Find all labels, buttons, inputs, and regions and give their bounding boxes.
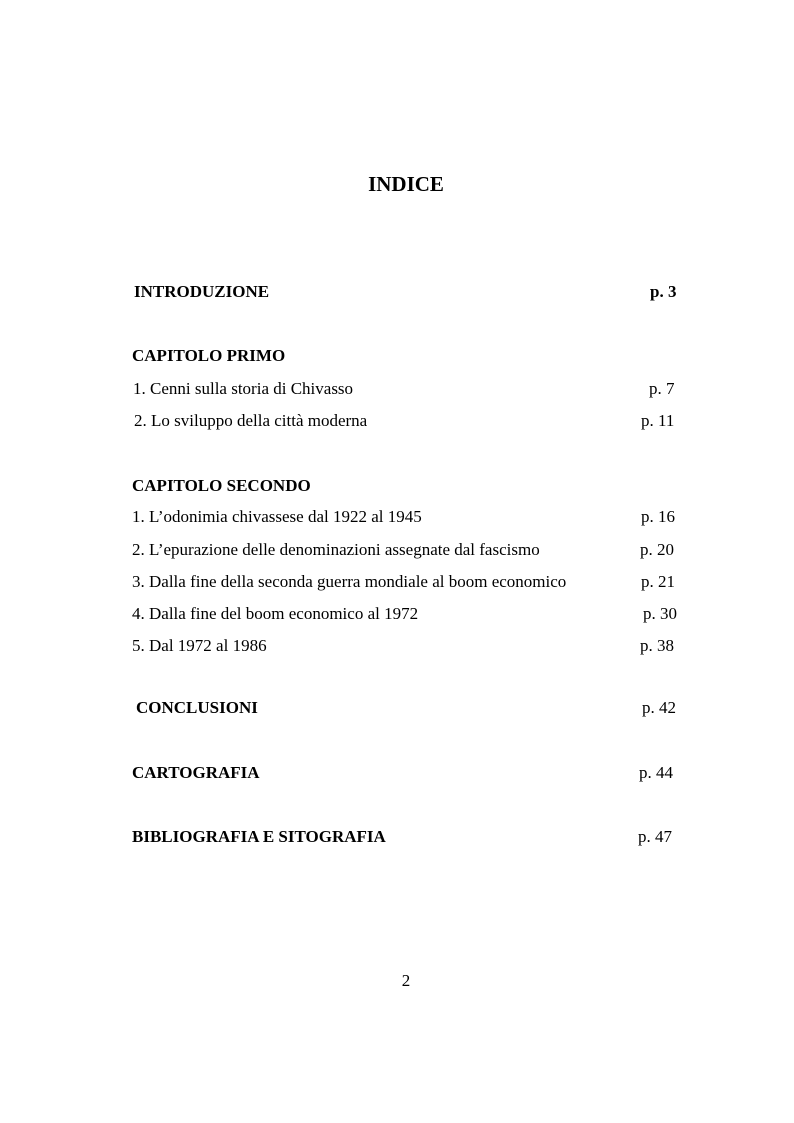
toc-entry-page: p. 30 — [643, 604, 677, 623]
toc-entry-label: 3. Dalla fine della seconda guerra mondiale al boom economico — [132, 572, 567, 591]
toc-entry-label: INTRODUZIONE — [134, 282, 270, 301]
toc-entry-page: p. 42 — [642, 698, 676, 717]
toc-entry-page: p. 44 — [639, 763, 673, 782]
toc-entry-label: BIBLIOGRAFIA E SITOGRAFIA — [132, 827, 386, 846]
toc-entry[interactable] — [0, 506, 794, 528]
chapter-heading-label: CAPITOLO SECONDO — [132, 476, 311, 495]
toc-entry-label: 4. Dalla fine del boom economico al 1972 — [132, 604, 419, 623]
toc-entry[interactable] — [0, 635, 794, 657]
toc-entry-page: p. 47 — [638, 827, 672, 846]
toc-entry-introduzione[interactable] — [0, 281, 794, 303]
toc-entry[interactable] — [0, 539, 794, 561]
toc-entry-label: CONCLUSIONI — [136, 698, 258, 717]
chapter-heading-primo — [0, 345, 794, 367]
toc-entry-page: p. 38 — [640, 636, 674, 655]
toc-entry-label: 5. Dal 1972 al 1986 — [132, 636, 267, 655]
toc-entry-conclusioni[interactable] — [0, 697, 794, 719]
toc-entry-label: 1. Cenni sulla storia di Chivasso — [133, 379, 354, 398]
toc-entry-page: p. 3 — [650, 282, 677, 301]
toc-entry[interactable] — [0, 603, 794, 625]
toc-entry-page: p. 20 — [640, 540, 674, 559]
toc-entry-cartografia[interactable] — [0, 762, 794, 784]
toc-entry-bibliografia[interactable] — [0, 826, 794, 848]
toc-entry-label: 2. Lo sviluppo della città moderna — [134, 411, 368, 430]
toc-entry[interactable] — [0, 410, 794, 432]
page-title: INDICE — [368, 172, 444, 196]
toc-entry-page: p. 21 — [641, 572, 675, 591]
toc-entry-page: p. 16 — [641, 507, 675, 526]
toc-entry[interactable] — [0, 378, 794, 400]
toc-entry-label: 2. L’epurazione delle denominazioni assegnate dal fascismo — [132, 540, 540, 559]
toc-entry-page: p. 7 — [649, 379, 675, 398]
chapter-heading-label: CAPITOLO PRIMO — [132, 346, 286, 365]
toc-entry-page: p. 11 — [641, 411, 675, 430]
toc-entry[interactable] — [0, 571, 794, 593]
toc-entry-label: CARTOGRAFIA — [132, 763, 260, 782]
chapter-heading-secondo — [0, 475, 794, 497]
page-number: 2 — [401, 971, 411, 990]
toc-entry-label: 1. L’odonimia chivassese dal 1922 al 1945 — [132, 507, 422, 526]
